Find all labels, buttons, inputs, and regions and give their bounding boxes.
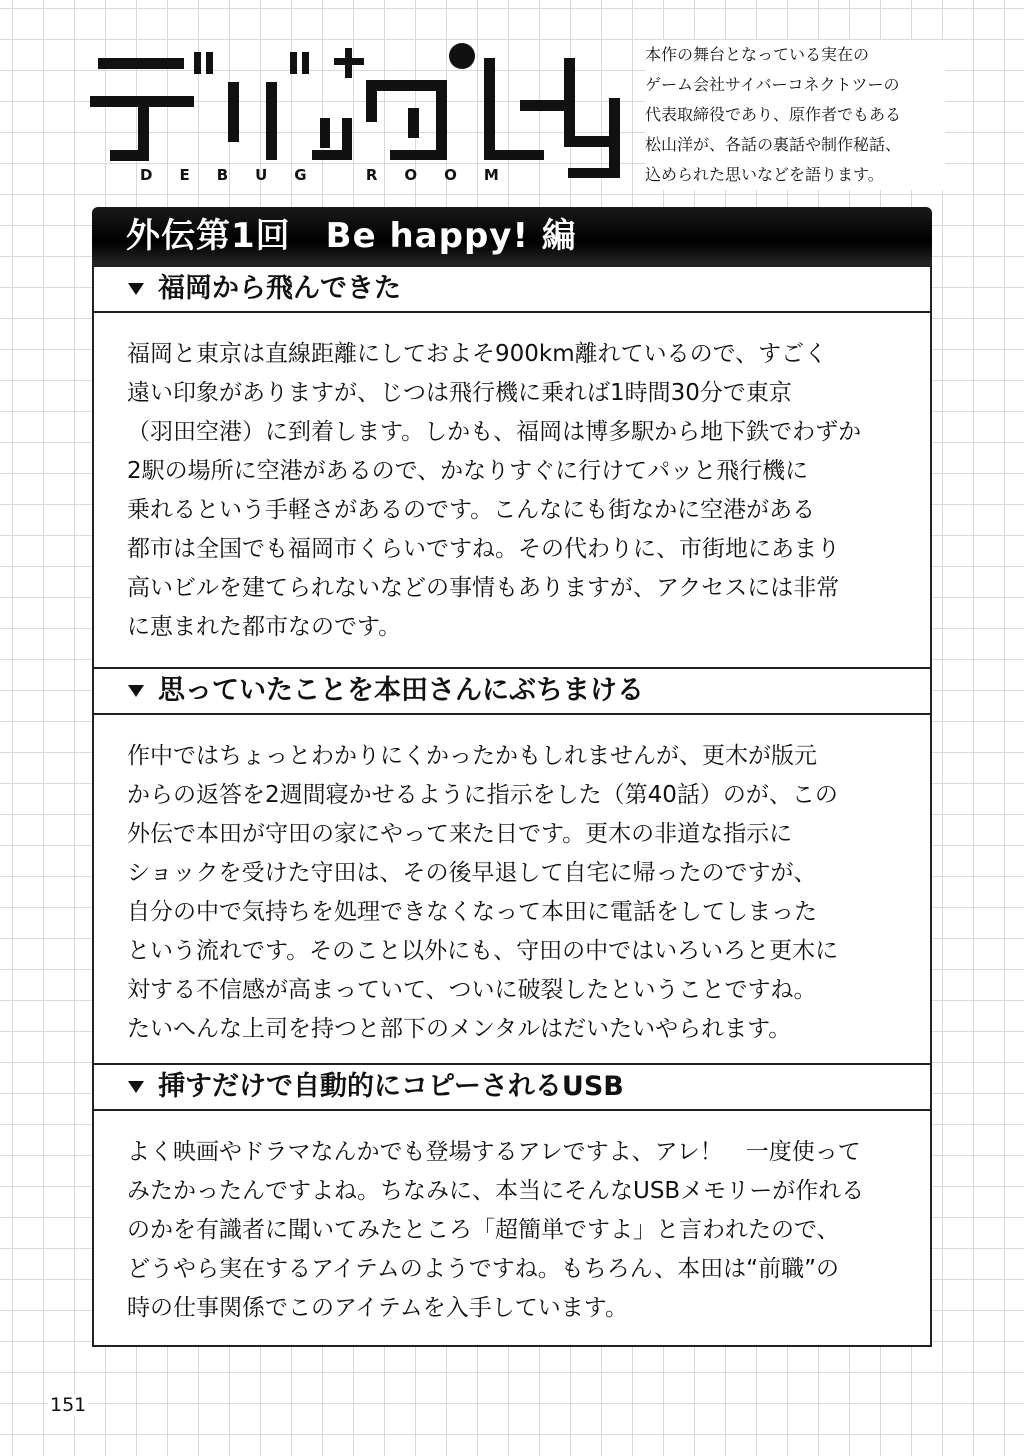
section-heading-label: 福岡から飛んできた [158, 273, 401, 304]
triangle-down-icon [128, 1081, 144, 1093]
body-line: 対する不信感が高まっていて、ついに破裂したということですね。 [127, 977, 817, 1003]
body-line: みたかったんですよね。ちなみに、本当にそんなUSBメモリーが作れる [127, 1178, 865, 1204]
logo-graphic [90, 38, 620, 178]
body-line: 作中ではちょっとわかりにくかったかもしれませんが、更木が版元 [127, 743, 817, 769]
page-number: 151 [50, 1394, 87, 1416]
body-line: からの返答を2週間寝かせるように指示をした（第40話）のが、この [127, 782, 838, 808]
body-line: という流れです。そのこと以外にも、守田の中ではいろいろと更木に [127, 938, 839, 964]
logo-subtitle: DEBUG ROOM [140, 166, 526, 184]
intro-line: ゲーム会社サイバーコネクトツーの [645, 75, 900, 94]
body-line: 自分の中で気持ちを処理できなくなって本田に電話をしてしまった [127, 899, 817, 925]
triangle-down-icon [128, 685, 144, 697]
intro-line: 込められた思いなどを語ります。 [645, 165, 884, 184]
body-line: 福岡と東京は直線距離にしておよそ900km離れているので、すごく [127, 341, 828, 367]
body-line: 外伝で本田が守田の家にやって来た日です。更木の非道な指示に [127, 821, 793, 847]
body-line: のかを有識者に聞いてみたところ「超簡単ですよ」と言われたので、 [127, 1217, 840, 1243]
body-line: に恵まれた都市なのです。 [127, 614, 402, 640]
section-body [92, 715, 932, 1063]
intro-line: 代表取締役であり、原作者でもある [645, 105, 902, 124]
body-line: 乗れるという手軽さがあるのです。こんなにも街なかに空港がある [127, 497, 816, 523]
body-line: （羽田空港）に到着します。しかも、福岡は博多駅から地下鉄でわずか [127, 419, 862, 445]
body-line: ショックを受けた守田は、その後早退して自宅に帰ったのですが、 [127, 860, 817, 886]
triangle-down-icon [128, 283, 144, 295]
section-heading [92, 1063, 932, 1111]
body-line: 高いビルを建てられないなどの事情もありますが、アクセスには非常 [127, 575, 840, 601]
body-line: どうやら実在するアイテムのようですね。もちろん、本田は“前職”の [127, 1256, 839, 1282]
section-heading-label: 思っていたことを本田さんにぶちまける [158, 675, 644, 706]
section-heading [92, 265, 932, 313]
body-line: たいへんな上司を持つと部下のメンタルはだいたいやられます。 [127, 1016, 792, 1042]
body-line: 時の仕事関係でこのアイテムを入手しています。 [127, 1295, 628, 1321]
body-line: 2駅の場所に空港があるので、かなりすぐに行けてパッと飛行機に [127, 458, 809, 484]
intro-line: 松山洋が、各話の裏話や制作秘話、 [645, 135, 902, 154]
section-body [92, 1111, 932, 1347]
section-heading-label: 挿すだけで自動的にコピーされるUSB [158, 1071, 624, 1102]
main-title-bar: 外伝第1回 Be happy! 編 [92, 207, 932, 265]
body-line: 遠い印象がありますが、じつは飛行機に乗れば1時間30分で東京 [127, 380, 792, 406]
intro-line: 本作の舞台となっている実在の [645, 45, 870, 64]
section-heading [92, 667, 932, 715]
section-body [92, 313, 932, 667]
intro-text [645, 40, 945, 190]
box-bottom-border [92, 1345, 932, 1347]
body-line: よく映画やドラマなんかでも登場するアレですよ、アレ！ 一度使って [127, 1139, 861, 1165]
body-line: 都市は全国でも福岡市くらいですね。その代わりに、市街地にあまり [127, 536, 840, 562]
